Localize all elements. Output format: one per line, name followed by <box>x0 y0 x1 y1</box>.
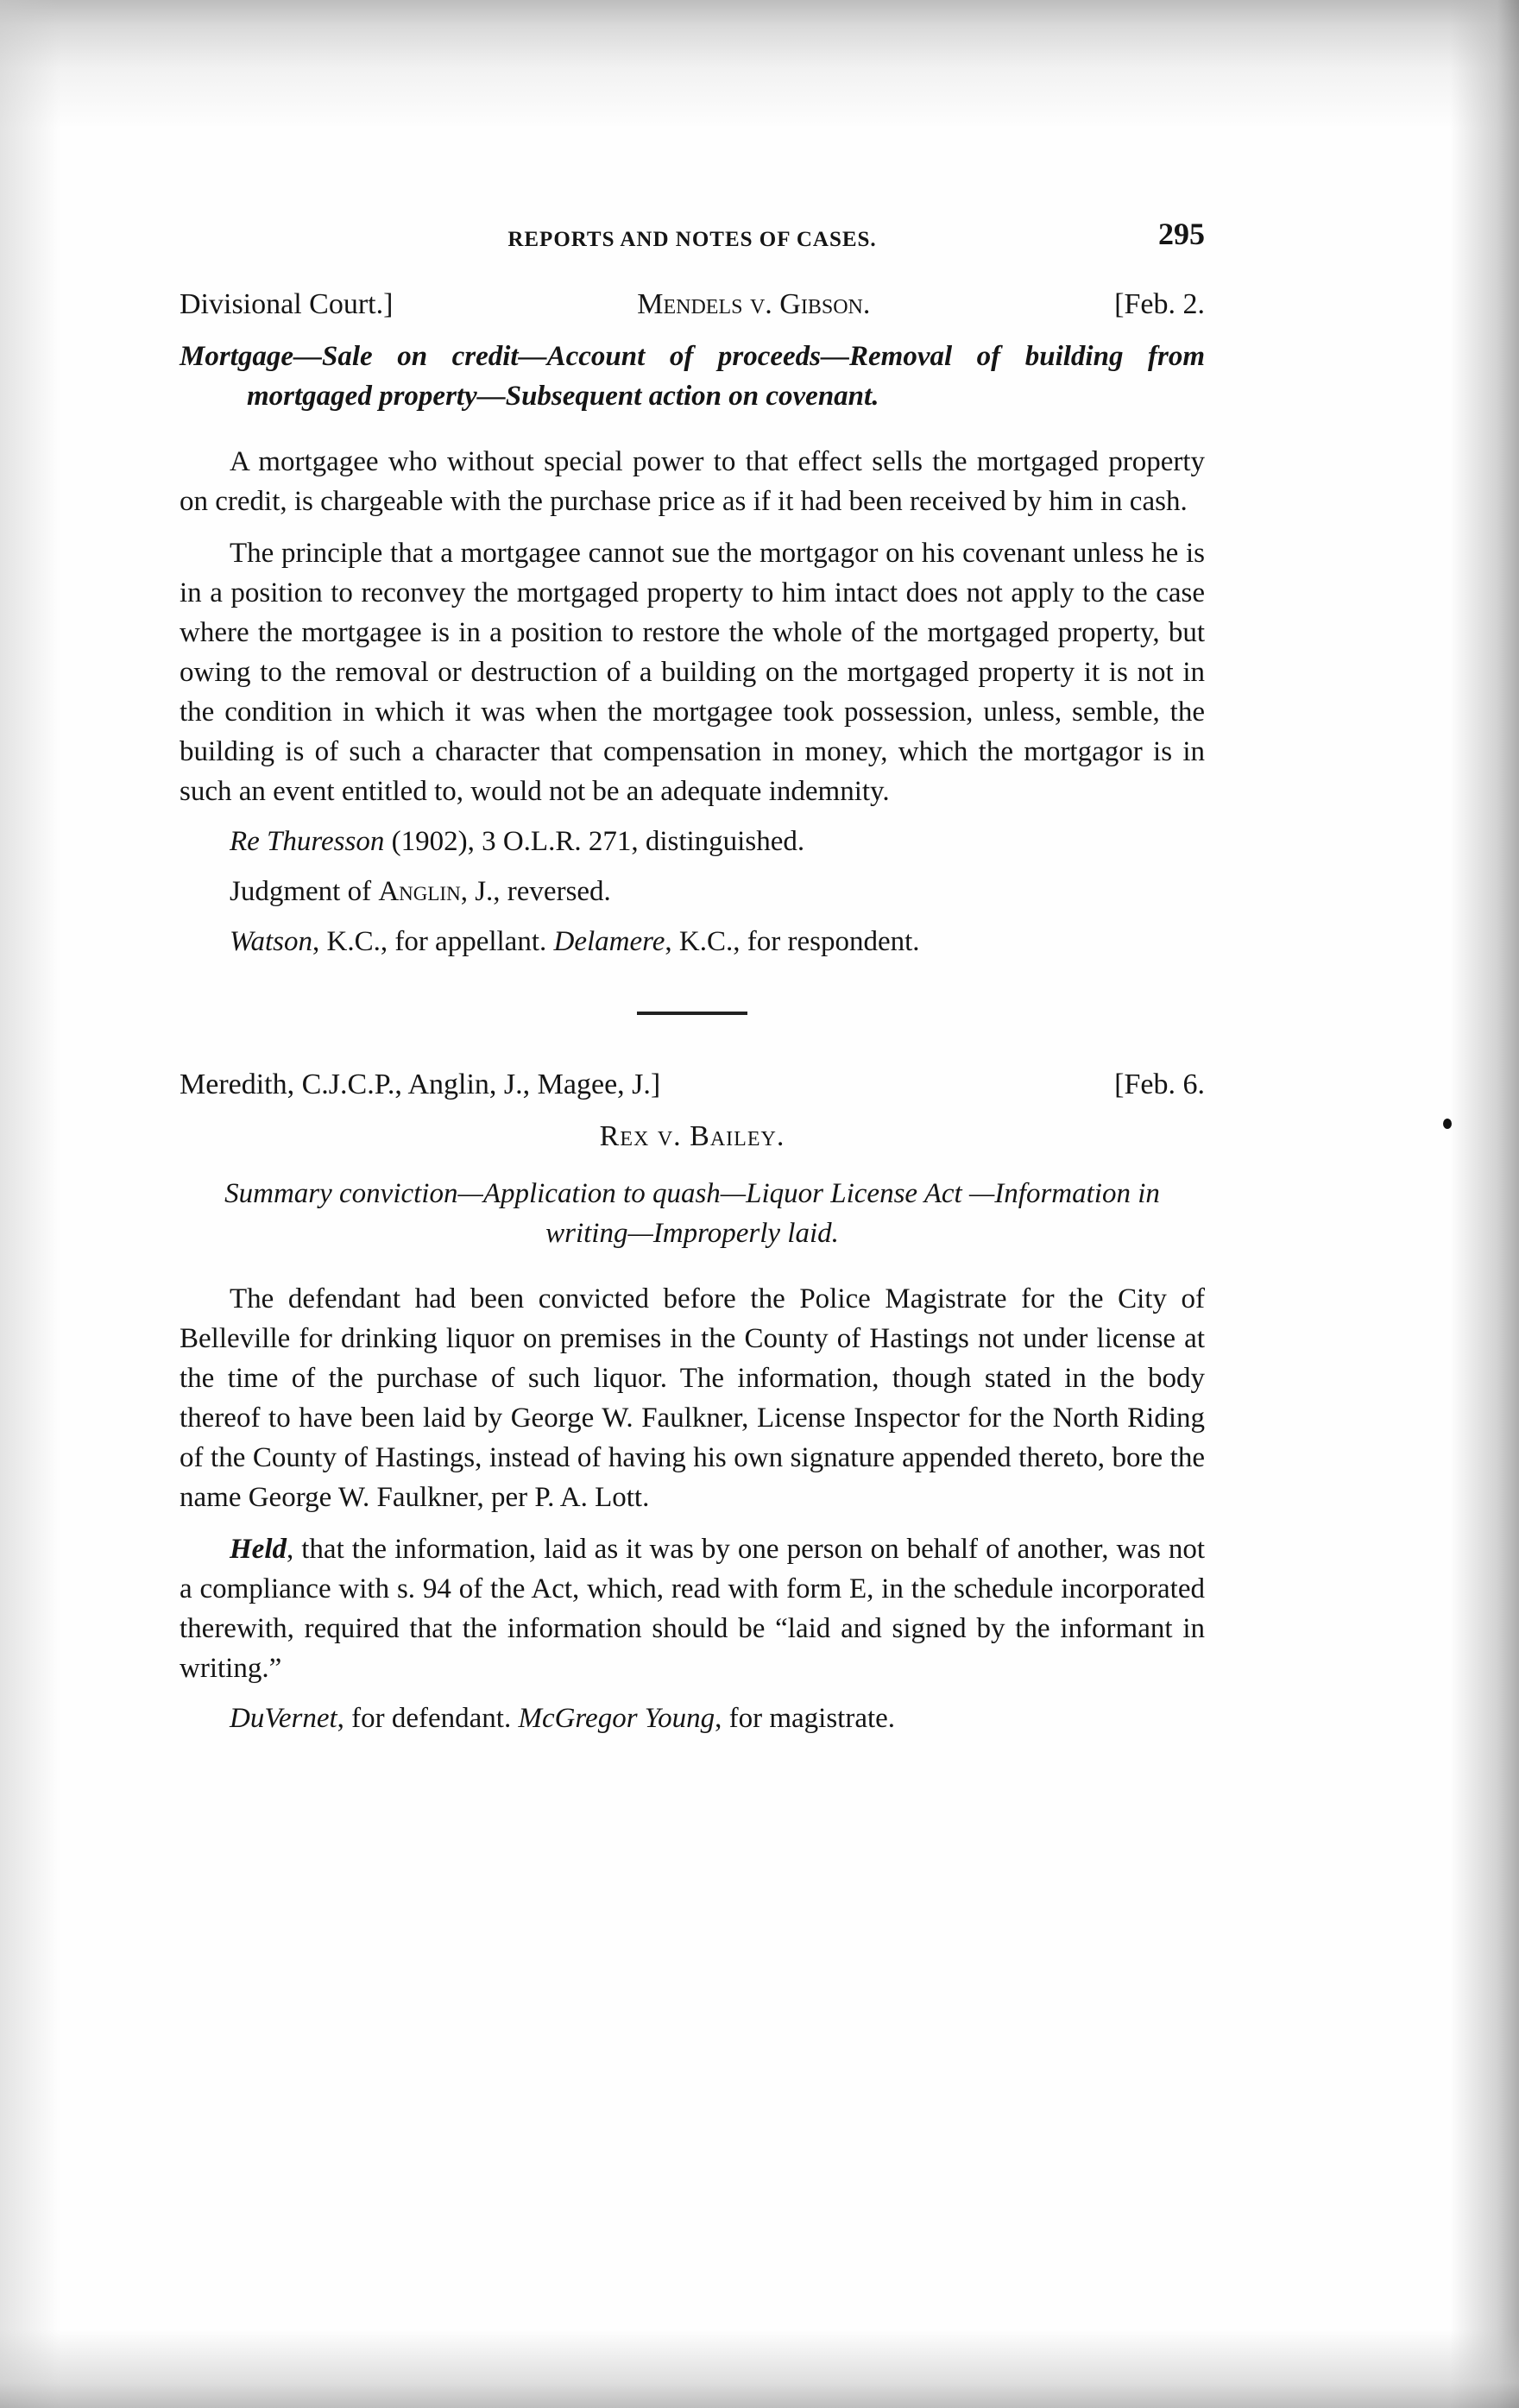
scan-edge-left <box>0 0 60 2408</box>
judge-name: Anglin <box>378 876 461 907</box>
scan-edge-top <box>0 0 1519 129</box>
headnote: Mortgage—Sale on credit—Account of proceeds—Removal of building from mortgaged property—Subsequent action on covenant. <box>180 341 1205 412</box>
held-text: , that the information, laid as it was by one person on behalf of another, was not a compliance with s. 94 of the Act, which, read with form E, in the schedule incorporated therewith, required that the information should be “laid and signed by the informant in writing.” <box>180 1534 1205 1684</box>
scan-edge-bottom <box>0 2330 1519 2408</box>
held-label: Held <box>230 1534 287 1565</box>
counsel-line <box>180 922 1205 961</box>
citation-line <box>180 822 1205 861</box>
appellant-counsel: Watson <box>230 926 312 957</box>
judgment-suffix: , J., reversed. <box>460 876 611 907</box>
counsel-line <box>180 1699 1205 1738</box>
case-title: Rex v. Bailey. <box>599 1120 785 1152</box>
respondent-text: , K.C., for respondent. <box>665 926 920 957</box>
headnote: Summary conviction—Application to quash—Liquor License Act —Information in writing—Improperly laid. <box>224 1178 1160 1249</box>
appellant-text: , K.C., for appellant. <box>312 926 554 957</box>
citation-text: (1902), 3 O.L.R. 271, distinguished. <box>384 826 805 857</box>
judgment-prefix: Judgment of <box>230 876 379 907</box>
case-heading <box>180 288 1205 321</box>
judgment-line <box>180 872 1205 911</box>
case-rex-v-bailey <box>180 1068 1205 1738</box>
running-title: REPORTS AND NOTES OF CASES. <box>507 228 877 251</box>
held-paragraph <box>180 1529 1205 1688</box>
paragraph: The principle that a mortgagee cannot sue the mortgagor on his covenant unless he is in a position to reconvey the mortgaged property to him intact does not apply to the case where the mortgagee is in a position to restore the whole of the mortgaged property, but owing to the removal or destruction of a building on the mortgaged property it is not in the condition in which it was when the mortgagee took possession, unless, semble, the building is of such a character that compensation in money, which the mortgagor is in such an event entitled to, would not be an adequate indemnity. <box>180 538 1205 807</box>
paragraph: A mortgagee who without special power to that effect sells the mortgaged property on credit, is chargeable with the purchase price as if it had been received by him in cash. <box>180 446 1205 517</box>
case-heading <box>180 1068 1205 1101</box>
defendant-text: , for defendant. <box>337 1703 519 1734</box>
court-name: Divisional Court.] <box>180 288 394 320</box>
case-title: Mendels v. Gibson. <box>637 288 871 320</box>
magistrate-text: , for magistrate. <box>715 1703 896 1734</box>
page-content <box>180 216 1205 1738</box>
respondent-counsel: Delamere <box>553 926 665 957</box>
section-divider <box>637 1012 747 1015</box>
case-date: [Feb. 2. <box>1114 288 1205 320</box>
case-date: [Feb. 6. <box>1114 1068 1205 1100</box>
running-head <box>180 216 1205 268</box>
scan-edge-right <box>1450 0 1519 2408</box>
page-number: 295 <box>1158 217 1205 251</box>
case-mendels-v-gibson <box>180 288 1205 961</box>
magistrate-counsel: McGregor Young <box>518 1703 715 1734</box>
court-bench: Meredith, C.J.C.P., Anglin, J., Magee, J.] <box>180 1068 661 1100</box>
cited-case: Re Thuresson <box>230 826 385 857</box>
defendant-counsel: DuVernet <box>230 1703 337 1734</box>
ink-speck <box>1443 1119 1452 1129</box>
paragraph: The defendant had been convicted before the Police Magistrate for the City of Belleville for drinking liquor on premises in the County of Hastings not under license at the time of the purchase of such liquor. The information, though stated in the body thereof to have been laid by George W. Faulkner, License Inspector for the North Riding of the County of Hastings, instead of having his own signature appended thereto, bore the name George W. Faulkner, per P. A. Lott. <box>180 1283 1205 1513</box>
